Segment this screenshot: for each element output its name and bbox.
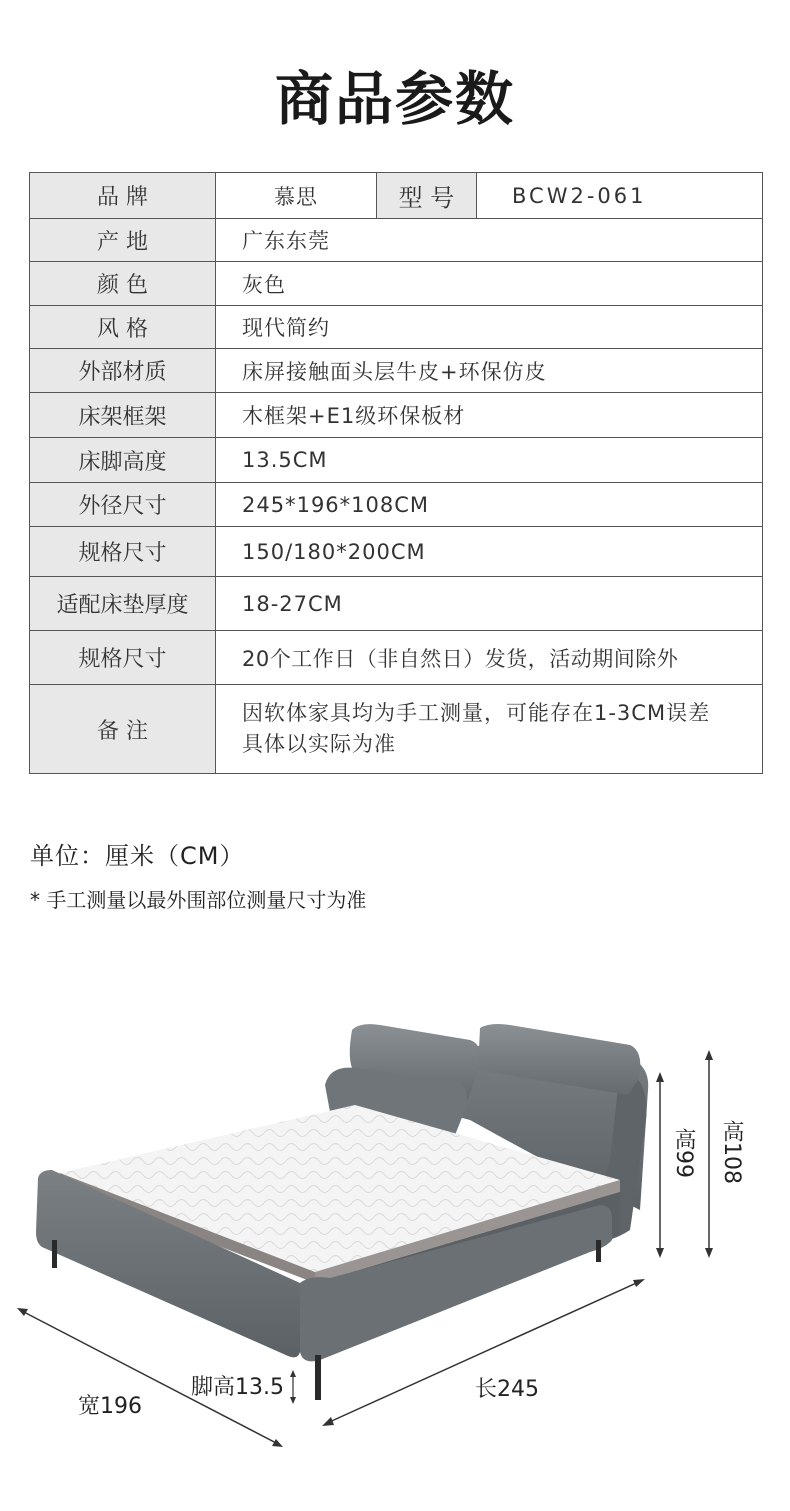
spec-table — [29, 172, 763, 774]
spec-label: 规格尺寸 — [30, 527, 216, 577]
spec-value: 13.5CM — [216, 438, 763, 483]
spec-value: 灰色 — [216, 262, 763, 306]
arrow-icon — [705, 1248, 713, 1258]
spec-label: 床架框架 — [30, 393, 216, 438]
arrow-icon — [290, 1397, 296, 1404]
note-line: 因软体家具均为手工测量，可能存在1-3CM误差 — [242, 701, 711, 725]
table-row — [30, 349, 763, 393]
spec-label: 规格尺寸 — [30, 631, 216, 685]
note-line: 具体以实际为准 — [242, 732, 396, 756]
spec-label: 外部材质 — [30, 349, 216, 393]
table-row — [30, 306, 763, 349]
spec-value: 床屏接触面头层牛皮+环保仿皮 — [216, 349, 763, 393]
width-label: 宽196 — [78, 1394, 142, 1419]
brand-value: 慕思 — [216, 173, 377, 219]
brand-label: 品 牌 — [30, 173, 216, 219]
note-label: 备 注 — [30, 685, 216, 774]
table-row — [30, 631, 763, 685]
measure-note: * 手工测量以最外围部位测量尺寸为准 — [30, 888, 367, 912]
bed-illustration — [0, 1000, 790, 1511]
table-row — [30, 685, 763, 774]
spec-value: 广东东莞 — [216, 219, 763, 262]
bed-dimension-diagram — [0, 1000, 790, 1511]
height-99-label: 高99 — [671, 1128, 696, 1178]
bed-leg — [596, 1240, 601, 1262]
spec-value: 木框架+E1级环保板材 — [216, 393, 763, 438]
unit-text: 单位：厘米（CM） — [30, 842, 245, 870]
bed-leg — [315, 1355, 321, 1400]
table-row — [30, 219, 763, 262]
height-108-label: 高108 — [719, 1120, 744, 1184]
spec-label: 风 格 — [30, 306, 216, 349]
length-label: 长245 — [475, 1377, 539, 1402]
arrow-icon — [705, 1050, 713, 1060]
arrow-icon — [272, 1439, 283, 1447]
arrow-icon — [322, 1417, 334, 1426]
spec-label: 床脚高度 — [30, 438, 216, 483]
table-row — [30, 393, 763, 438]
model-label: 型 号 — [377, 173, 477, 219]
table-row — [30, 262, 763, 306]
spec-value: 18-27CM — [216, 577, 763, 631]
note-value — [216, 685, 763, 774]
table-row — [30, 483, 763, 527]
arrow-icon — [656, 1072, 664, 1082]
arrow-icon — [633, 1279, 645, 1287]
arrow-icon — [17, 1308, 28, 1316]
spec-label: 产 地 — [30, 219, 216, 262]
table-row — [30, 173, 763, 219]
spec-label: 适配床垫厚度 — [30, 577, 216, 631]
bed-leg — [52, 1240, 57, 1268]
page-title: 商品参数 — [274, 65, 515, 133]
spec-label: 颜 色 — [30, 262, 216, 306]
table-row — [30, 527, 763, 577]
spec-value: 245*196*108CM — [216, 483, 763, 527]
table-row — [30, 577, 763, 631]
spec-value: 现代简约 — [216, 306, 763, 349]
leg-height-label: 脚高13.5 — [191, 1375, 284, 1400]
arrow-icon — [656, 1248, 664, 1258]
spec-label: 外径尺寸 — [30, 483, 216, 527]
arrow-icon — [290, 1370, 296, 1377]
table-row — [30, 438, 763, 483]
spec-value: 20个工作日（非自然日）发货，活动期间除外 — [216, 631, 763, 685]
spec-value: 150/180*200CM — [216, 527, 763, 577]
model-value: BCW2-061 — [477, 173, 763, 219]
